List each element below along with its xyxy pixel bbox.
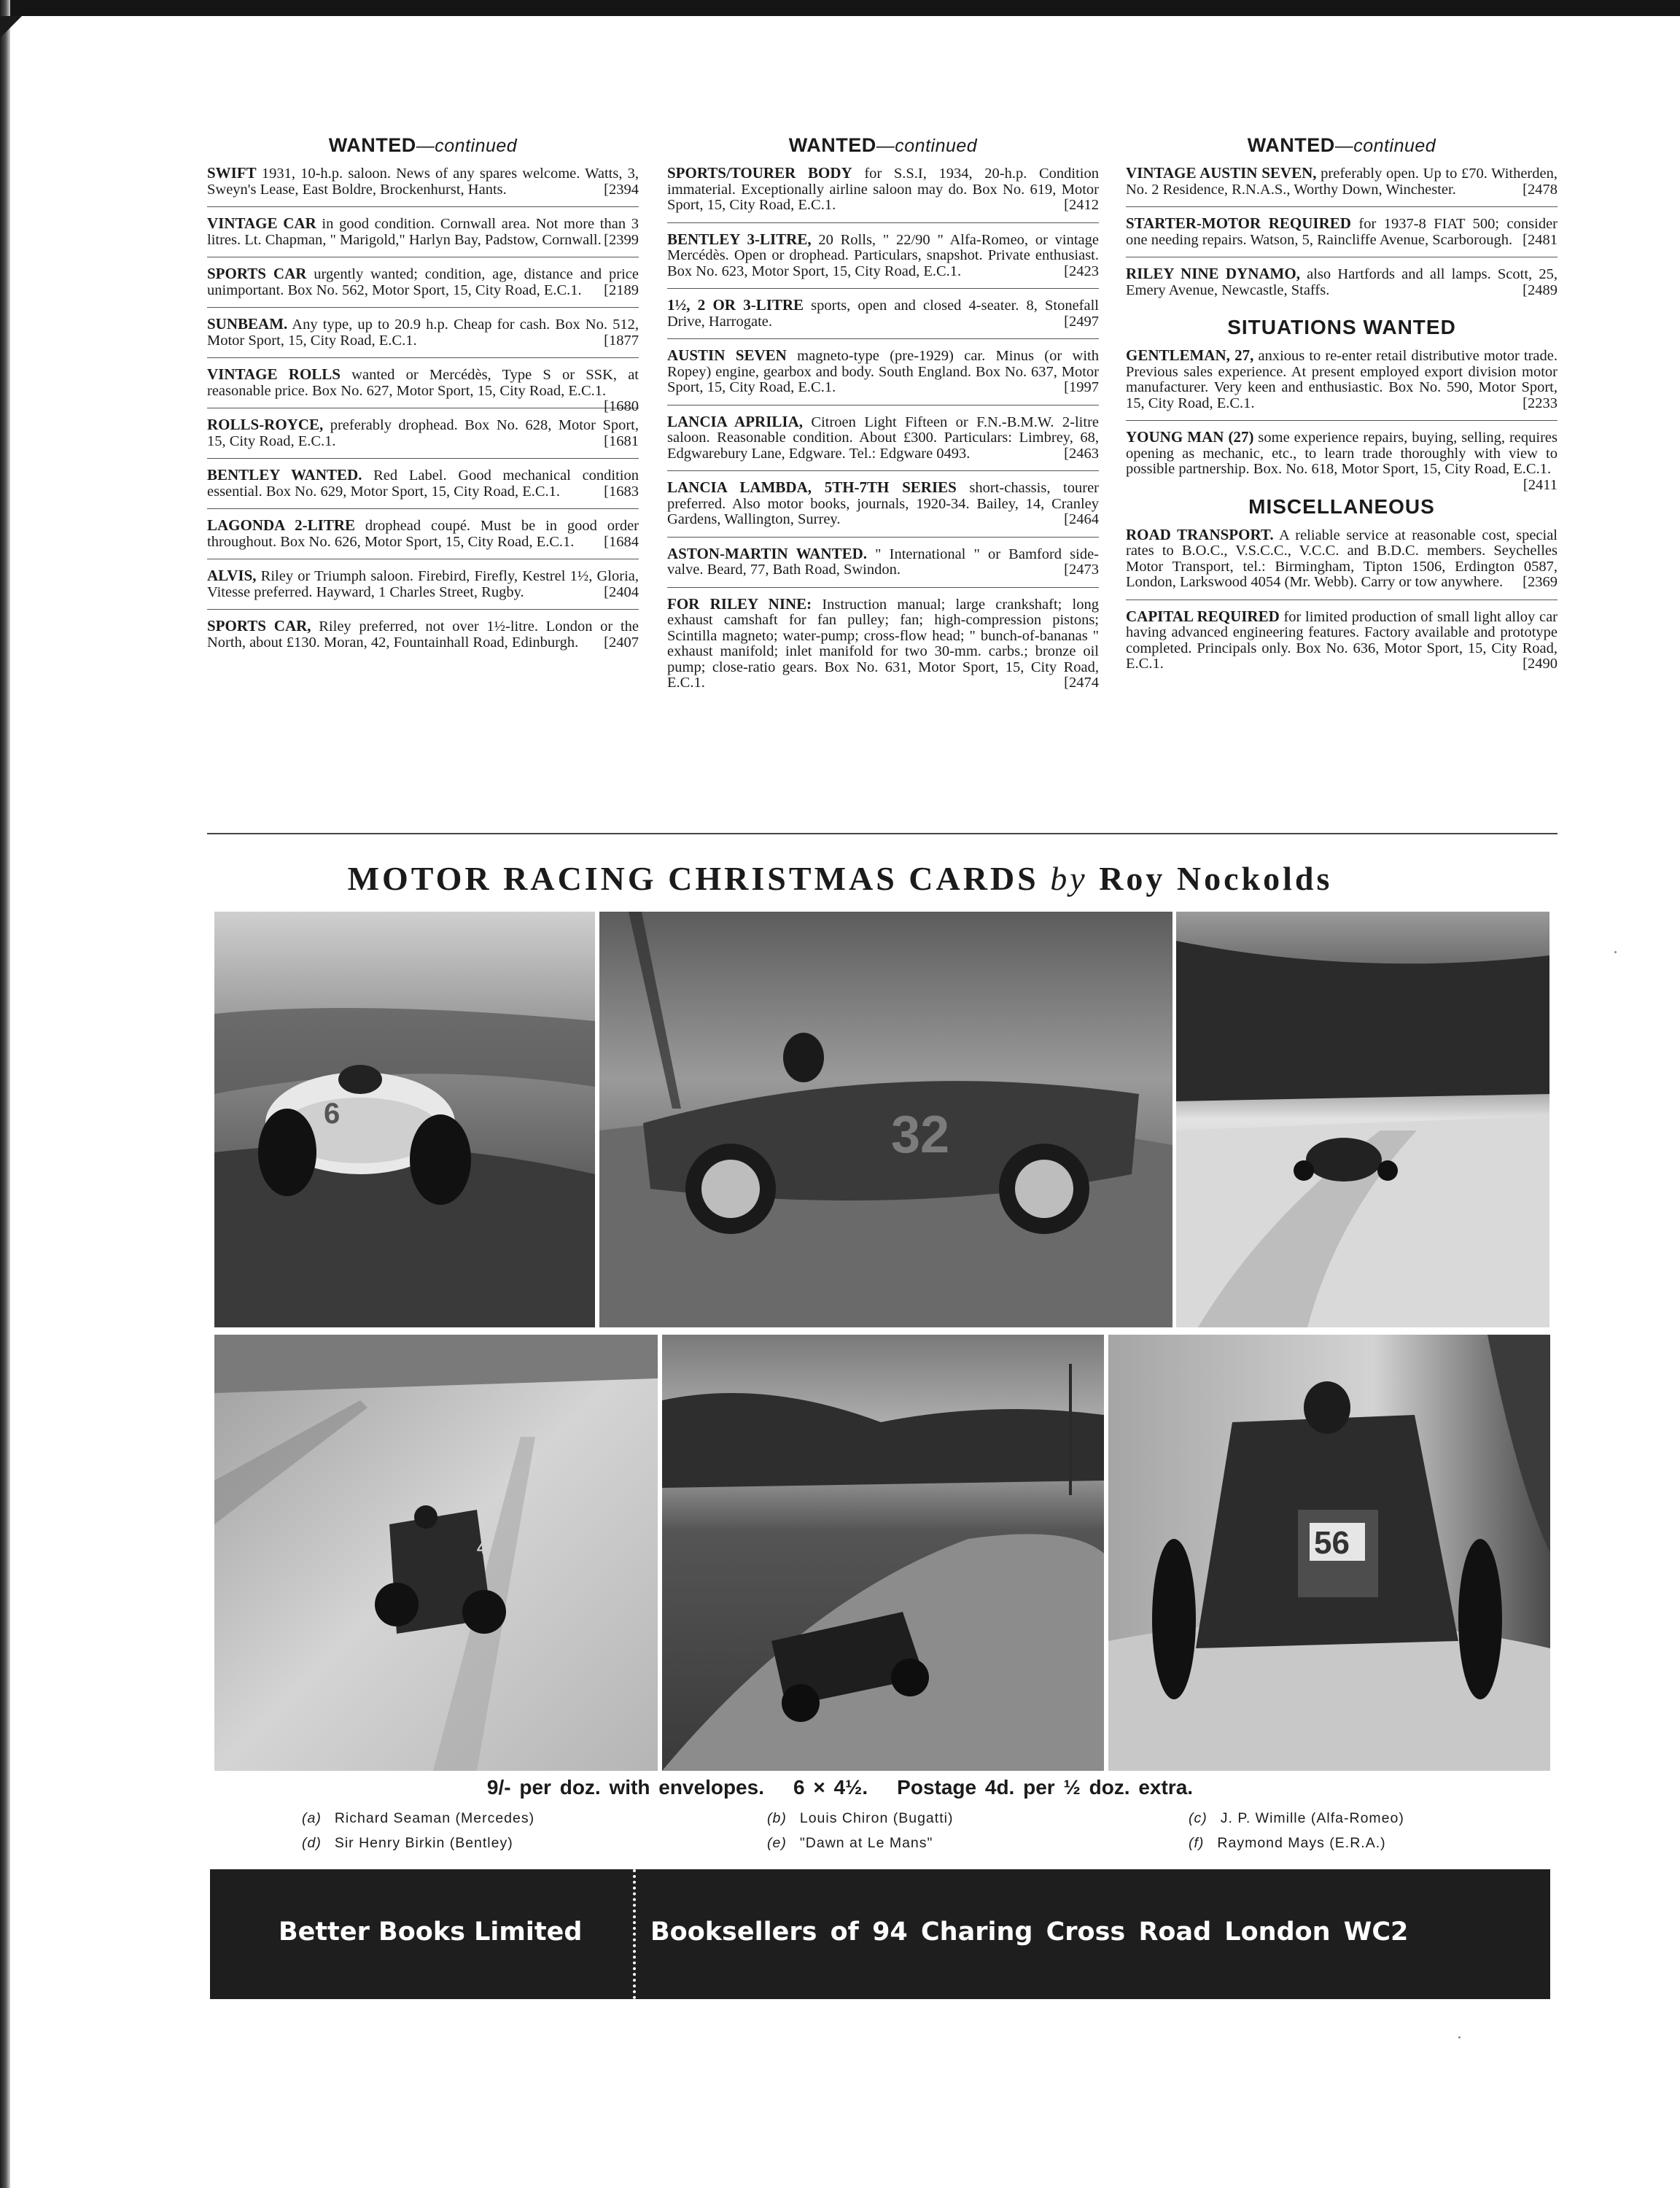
scan-corner xyxy=(0,16,22,38)
feature-title: MOTOR RACING CHRISTMAS CARDS by Roy Nockolds xyxy=(347,860,1333,897)
classified-ad: 1½, 2 OR 3-LITRE sports, open and closed 4-seater. 8, Stonefall Drive, Harrogate. [2497 xyxy=(667,298,1099,339)
bookseller-name: Better Books Limited xyxy=(279,1917,583,1947)
classified-ad: SUNBEAM. Any type, up to 20.9 h.p. Cheap for cash. Box No. 512, Motor Sport, 15, City Road, E.C.1. [1877 xyxy=(207,317,639,358)
column-heading: WANTED—continued xyxy=(328,134,518,156)
painting-d-birkin-bentley xyxy=(214,1335,658,1771)
column-heading: WANTED—continued xyxy=(788,134,978,156)
classified-ad: ROAD TRANSPORT. A reliable service at reasonable cost, special rates to B.O.C., V.S.C.C., V.C.C. and B.D.C. members. Seychelles Motor Transport, tel.: Birmingham, Tipton 1506, Erdington 0587, London, Larkswood 4054 (Mr. Webb). Carry or tow anywhere. [2369 xyxy=(1126,527,1558,600)
classified-ad: LANCIA LAMBDA, 5TH-7TH SERIES short-chassis, tourer preferred. Also motor books, journals, 1920-34. Bailey, 14, Cranley Gardens, Wallington, Surrey. [2464 xyxy=(667,480,1099,538)
section-heading: SITUATIONS WANTED xyxy=(1227,316,1456,338)
bookseller-address: Booksellers of 94 Charing Cross Road London WC2 xyxy=(650,1917,1409,1947)
banner-divider xyxy=(633,1869,636,1999)
classified-ad: VINTAGE CAR in good condition. Cornwall area. Not more than 3 litres. Lt. Chapman, " Marigold," Harlyn Bay, Padstow, Cornwall. [2399 xyxy=(207,216,639,257)
scan-edge-left xyxy=(0,0,10,2188)
classified-ad: ASTON-MARTIN WANTED. " International " or Bamford side-valve. Beard, 77, Bath Road, Swindon. [2473 xyxy=(667,546,1099,588)
caption-c: (c) J. P. Wimille (Alfa-Romeo) xyxy=(1189,1810,1404,1826)
classified-ad: YOUNG MAN (27) some experience repairs, buying, selling, requires opening as mechanic, etc., to learn trade thoroughly with view to possible partnership. Box. No. 618, Motor Sport, 15, City Road, E.C.1. [2411 xyxy=(1126,428,1558,493)
caption-e: (e) "Dawn at Le Mans" xyxy=(767,1835,933,1851)
caption-d: (d) Sir Henry Birkin (Bentley) xyxy=(302,1835,513,1851)
car-number: 4 xyxy=(477,1539,486,1557)
painting-e-dawn-at-le-mans xyxy=(662,1335,1104,1771)
classified-ad: RILEY NINE DYNAMO, also Hartfords and all lamps. Scott, 25, Emery Avenue, Newcastle, Staffs. [2489 xyxy=(1126,265,1558,298)
caption-f: (f) Raymond Mays (E.R.A.) xyxy=(1189,1835,1386,1851)
painting-a-seaman-mercedes xyxy=(214,912,595,1327)
painting-f-mays-era xyxy=(1108,1335,1550,1771)
car-number: 6 xyxy=(324,1098,341,1130)
classified-ad: VINTAGE ROLLS wanted or Mercédès, Type S or SSK, at reasonable price. Box No. 627, Motor Sport, 15, City Road, E.C.1. [1680 xyxy=(207,365,639,414)
bookseller-banner xyxy=(210,1869,1550,1999)
classified-ad: ROLLS-ROYCE, preferably drophead. Box No. 628, Motor Sport, 15, City Road, E.C.1. [1681 xyxy=(207,417,639,459)
classified-ad: CAPITAL REQUIRED for limited production of small light alloy car having advanced engineering features. Factory available and prototype completed. Principals only. Box No. 636, Motor Sport, 15, City Road, E.C.1. [2490 xyxy=(1126,607,1558,672)
caption-a: (a) Richard Seaman (Mercedes) xyxy=(302,1810,535,1826)
painting-c-wimille-alfa-romeo xyxy=(1176,912,1549,1327)
classified-ad: BENTLEY WANTED. Red Label. Good mechanical condition essential. Box No. 629, Motor Sport, 15, City Road, E.C.1. [1683 xyxy=(207,468,639,509)
classified-ad: FOR RILEY NINE: Instruction manual; large crankshaft; long exhaust camshaft for fan pulley; fan; high-compression pistons; Scintilla magneto; water-pump; cross-flow head; " bunch-of-bananas " exhaust manifold; inlet manifold for two 30-mm. carbs.; bronze oil pump; close-ratio gears. Box No. 631, Motor Sport, 15, City Road, E.C.1. [2474 xyxy=(667,594,1099,691)
column-1 xyxy=(207,134,639,668)
classified-ad: SWIFT 1931, 10-h.p. saloon. News of any spares welcome. Watts, 3, Sweyn's Lease, East Boldre, Brockenhurst, Hants. [2394 xyxy=(207,166,639,207)
section-heading: MISCELLANEOUS xyxy=(1248,494,1435,518)
classified-ad: BENTLEY 3-LITRE, 20 Rolls, " 22/90 " Alfa-Romeo, or vintage Mercédès. Open or drophead. Particulars, snapshot. Private enthusiast. Box No. 623, Motor Sport, 15, City Road, E.C.1. [2423 xyxy=(667,232,1099,290)
caption-b: (b) Louis Chiron (Bugatti) xyxy=(767,1810,954,1826)
car-number: 32 xyxy=(891,1106,950,1164)
classified-ad: AUSTIN SEVEN magneto-type (pre-1929) car. Minus (or with Ropey) engine, gearbox and body. South England. Box No. 637, Motor Sport, 15, City Road, E.C.1. [1997 xyxy=(667,348,1099,406)
column-2 xyxy=(667,134,1099,709)
scan-edge-top xyxy=(0,0,1680,16)
classified-ad: ALVIS, Riley or Triumph saloon. Firebird, Firefly, Kestrel 1½, Gloria, Vitesse preferred. Hayward, 1 Charles Street, Rugby. [2404 xyxy=(207,568,639,610)
painting-b-chiron-bugatti xyxy=(599,912,1172,1327)
column-heading: WANTED—continued xyxy=(1247,134,1436,156)
classified-ad: GENTLEMAN, 27, anxious to re-enter retail distributive motor trade. Previous sales experience. At present employed export division motor manufacturer. Very keen and enthusiastic. Box No. 590, Motor Sport, 15, City Road, E.C.1. [2233 xyxy=(1126,348,1558,421)
classified-ad: VINTAGE AUSTIN SEVEN, preferably open. Up to £70. Witherden, No. 2 Residence, R.N.A.S., Worthy Down, Winchester. [2478 xyxy=(1126,166,1558,207)
car-number: 56 xyxy=(1314,1525,1350,1561)
classified-ad: STARTER-MOTOR REQUIRED for 1937-8 FIAT 500; consider one needing repairs. Watson, 5, Raincliffe Avenue, Scarborough. [2481 xyxy=(1126,216,1558,257)
classified-ad: LAGONDA 2-LITRE drophead coupé. Must be in good order throughout. Box No. 626, Motor Sport, 15, City Road, E.C.1. [1684 xyxy=(207,518,639,559)
classified-ad: SPORTS/TOURER BODY for S.S.I, 1934, 20-h.p. Condition immaterial. Exceptionally airline saloon may do. Box No. 619, Motor Sport, 15, City Road, E.C.1. [2412 xyxy=(667,166,1099,223)
column-3 xyxy=(1126,134,1558,690)
section-divider xyxy=(207,833,1558,834)
scan-speck xyxy=(1614,951,1617,953)
scan-speck xyxy=(1458,2036,1461,2038)
classified-ad: SPORTS CAR, Riley preferred, not over 1½-litre. London or the North, about £130. Moran, 42, Fountainhall Road, Edinburgh. [2407 xyxy=(207,617,639,651)
classified-ad: LANCIA APRILIA, Citroen Light Fifteen or F.N.-B.M.W. 2-litre saloon. Reasonable condition. About £300. Particulars: Limbrey, 68, Edgwarebury Lane, Edgware. Tel.: Edgware 0493. [2463 xyxy=(667,414,1099,472)
pricing-line: 9/- per doz. with envelopes. 6 × 4½. Postage 4d. per ½ doz. extra. xyxy=(486,1776,1194,1799)
classified-ad: SPORTS CAR urgently wanted; condition, age, distance and price unimportant. Box No. 562, Motor Sport, 15, City Road, E.C.1. [2189 xyxy=(207,266,639,308)
